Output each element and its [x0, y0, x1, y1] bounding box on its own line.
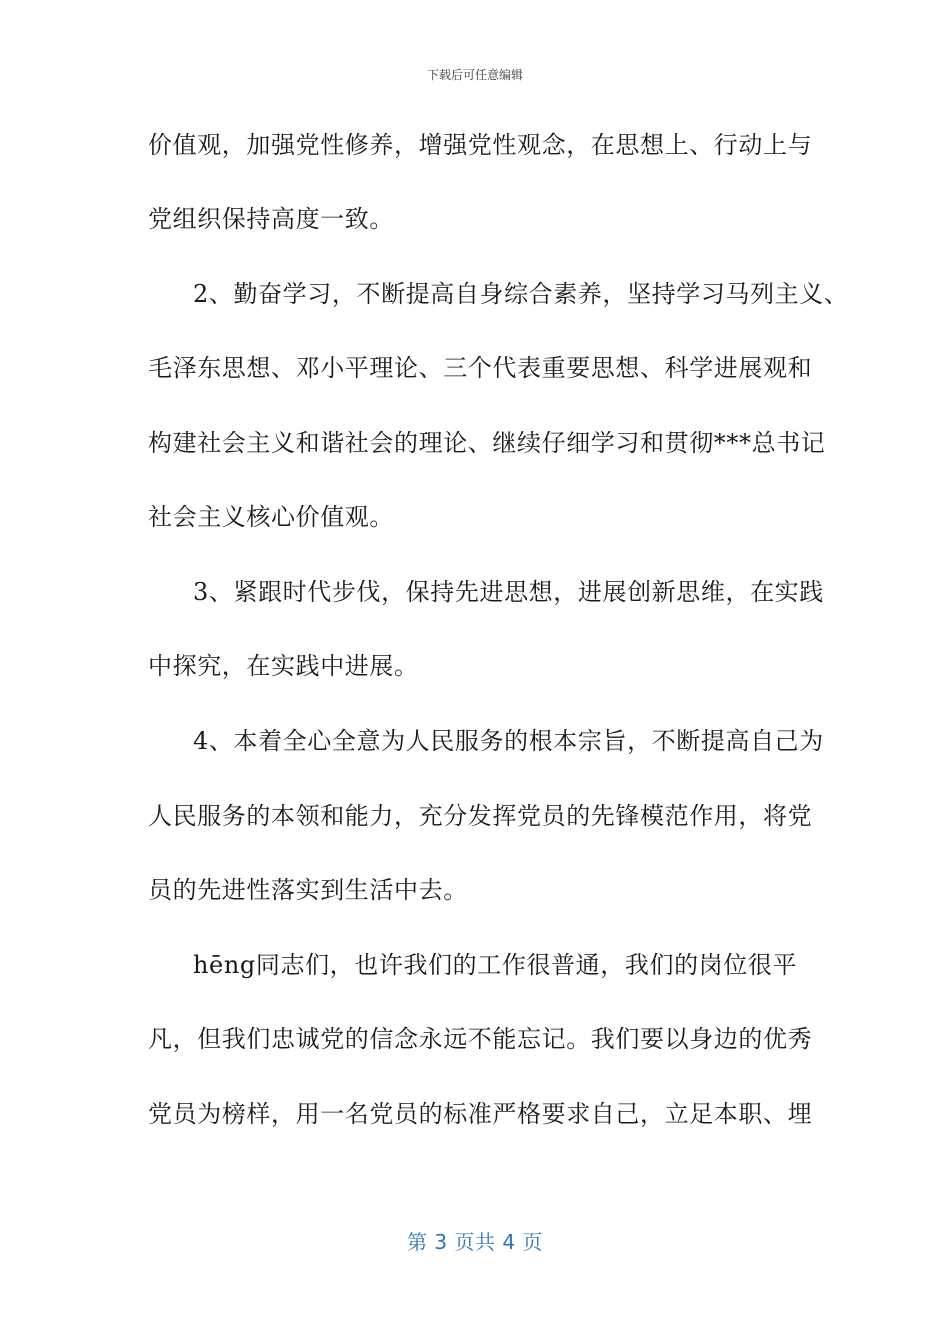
text-line: 员的先进性落实到生活中去。 [148, 876, 468, 904]
page-number-footer [0, 1226, 950, 1255]
text-line: 党组织保持高度一致。 [148, 205, 394, 233]
text-line: 3、紧跟时代步伐，保持先进思想，进展创新思维，在实践 [193, 578, 824, 606]
text-line: 构建社会主义和谐社会的理论、继续仔细学习和贯彻***总书记 [148, 429, 826, 457]
header-note: 下载后可任意编辑 [426, 68, 523, 82]
text-line: 凡，但我们忠诚党的信念永远不能忘记。我们要以身边的优秀 [148, 1025, 813, 1053]
text-line: 党员为榜样，用一名党员的标准严格要求自己，立足本职、埋 [148, 1100, 813, 1128]
text-line: 中探究，在实践中进展。 [148, 652, 419, 680]
text-line: 价值观，加强党性修养，增强党性观念，在思想上、行动上与 [148, 131, 813, 159]
text-line: 毛泽东思想、邓小平理论、三个代表重要思想、科学进展观和 [148, 354, 813, 382]
text-line: 人民服务的本领和能力，充分发挥党员的先锋模范作用，将党 [148, 802, 813, 830]
text-line: 社会主义核心价值观。 [148, 503, 394, 531]
text-line: 4、本着全心全意为人民服务的根本宗旨，不断提高自己为 [193, 727, 824, 755]
text-line: 2、勤奋学习，不断提高自身综合素养，坚持学习马列主义、 [193, 280, 849, 308]
page-number-label: 第 3 页共 4 页 [407, 1230, 543, 1254]
text-line: hēng同志们，也许我们的工作很普通，我们的岗位很平 [193, 951, 798, 979]
